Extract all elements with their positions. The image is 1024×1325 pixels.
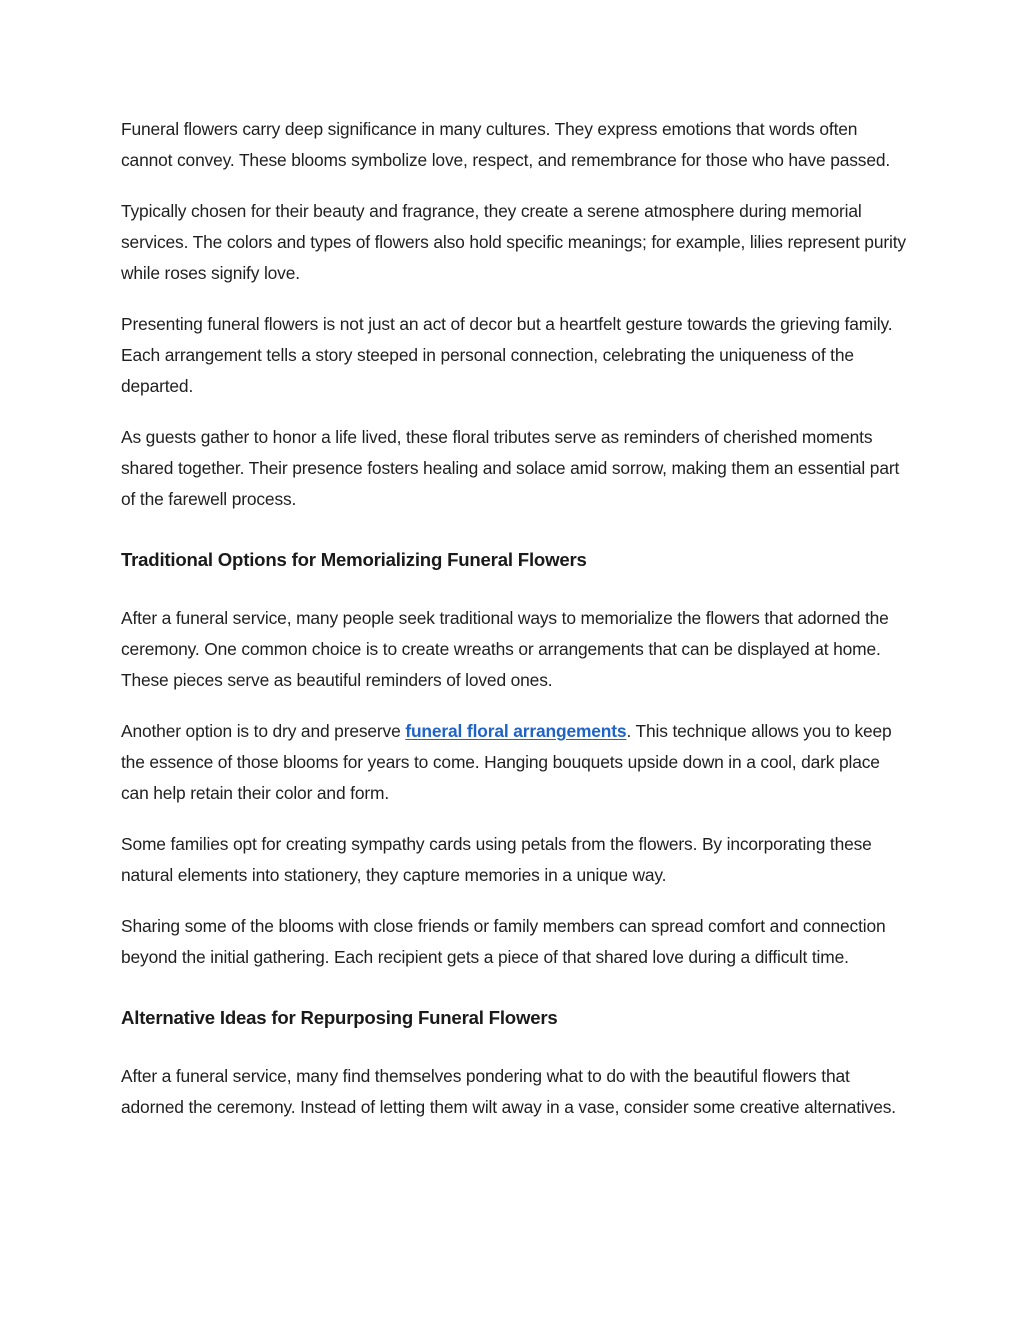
alternative-ideas-heading: Alternative Ideas for Repurposing Funeral Flowers xyxy=(121,1007,558,1028)
traditional-paragraph-2 xyxy=(121,716,911,809)
traditional-paragraph-4: Sharing some of the blooms with close friends or family members can spread comfort and connection beyond the initial gathering. Each recipient gets a piece of that shared love during a difficult time. xyxy=(121,916,886,967)
paragraph-text-before-link: Another option is to dry and preserve xyxy=(121,721,406,741)
intro-paragraph-1: Funeral flowers carry deep significance in many cultures. They express emotions that words often cannot convey. These blooms symbolize love, respect, and remembrance for those who have passed. xyxy=(121,119,891,170)
alternative-paragraph-1: After a funeral service, many find themselves pondering what to do with the beautiful flowers that adorned the ceremony. Instead of letting them wilt away in a vase, consider some creative alternatives. xyxy=(121,1066,896,1117)
traditional-options-heading: Traditional Options for Memorializing Funeral Flowers xyxy=(121,549,587,570)
paragraph-text-after-link: . This technique allows you to keep the essence of those blooms for years to come. Hanging bouquets upside down in a cool, dark place can help retain their color and form. xyxy=(121,721,892,803)
intro-paragraph-4: As guests gather to honor a life lived, these floral tributes serve as reminders of cherished moments shared together. Their presence fosters healing and solace amid sorrow, making them an essential part of the farewell process. xyxy=(121,427,900,509)
document-page xyxy=(121,114,911,1143)
traditional-paragraph-3: Some families opt for creating sympathy cards using petals from the flowers. By incorporating these natural elements into stationery, they capture memories in a unique way. xyxy=(121,834,872,885)
traditional-paragraph-1: After a funeral service, many people seek traditional ways to memorialize the flowers that adorned the ceremony. One common choice is to create wreaths or arrangements that can be displayed at home. These pieces serve as beautiful reminders of loved ones. xyxy=(121,608,889,690)
funeral-floral-arrangements-link[interactable]: funeral floral arrangements xyxy=(405,721,627,741)
intro-paragraph-3: Presenting funeral flowers is not just an act of decor but a heartfelt gesture towards the grieving family. Each arrangement tells a story steeped in personal connection, celebrating the uniqueness of the departed. xyxy=(121,314,893,396)
intro-paragraph-2: Typically chosen for their beauty and fragrance, they create a serene atmosphere during memorial services. The colors and types of flowers also hold specific meanings; for example, lilies represent purity while roses signify love. xyxy=(121,201,906,283)
